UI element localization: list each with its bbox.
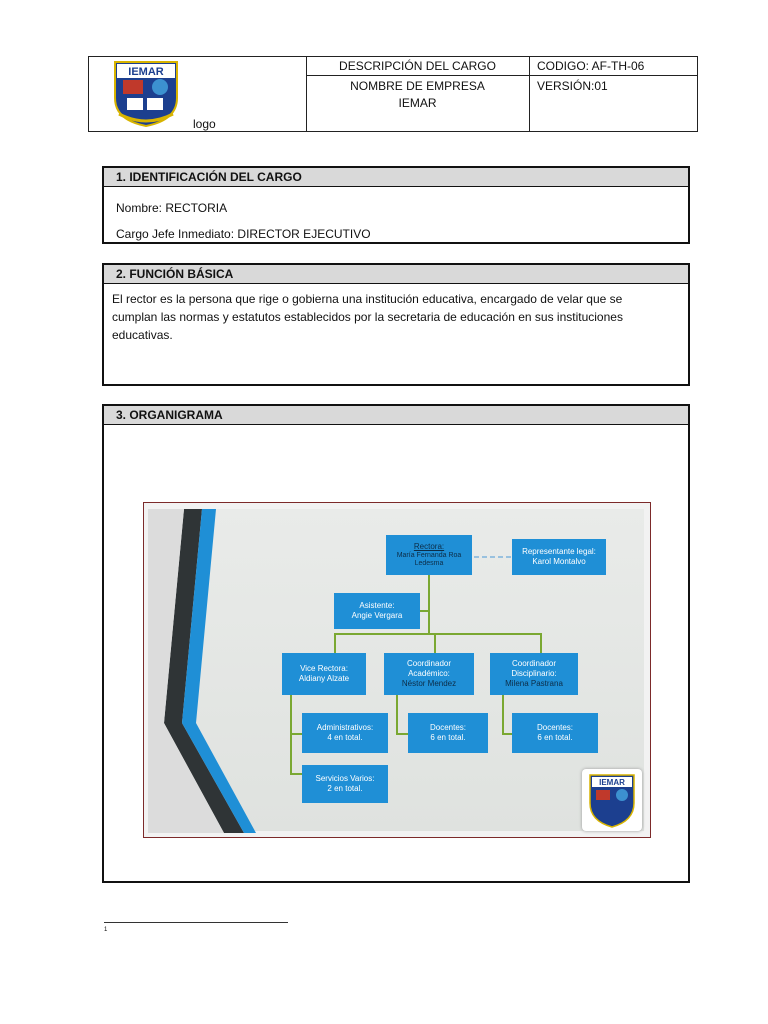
company-name: IEMAR [398, 96, 437, 110]
immediate-boss: Cargo Jefe Inmediato: DIRECTOR EJECUTIVO [116, 227, 371, 241]
dashed-link-icon [474, 555, 514, 559]
document-header-table [88, 56, 698, 132]
org-box-vice-rector: Vice Rectora: Aldiany Alzate [282, 653, 366, 695]
org-box-rector: Rectora: María Fernanda Roa Ledesma [386, 535, 472, 575]
org-box-academic-coordinator: Coordinador Académico: Néstor Mendez [384, 653, 474, 695]
section-heading: 2. FUNCIÓN BÁSICA [104, 265, 688, 284]
footnote-mark: 1 [104, 927, 108, 933]
org-box-services: Servicios Varios: 2 en total. [302, 765, 388, 803]
svg-text:IEMAR: IEMAR [599, 778, 625, 787]
org-box-legal-representative: Representante legal: Karol Montalvo [512, 539, 606, 575]
org-box-administrative: Administrativos: 4 en total. [302, 713, 388, 753]
logo-text: IEMAR [128, 66, 164, 78]
section-basic-function [102, 263, 690, 386]
section-heading: 3. ORGANIGRAMA [104, 406, 688, 425]
section-identification [102, 166, 690, 244]
org-box-teachers-discipline: Docentes: 6 en total. [512, 713, 598, 753]
org-box-assistant: Asistente: Angie Vergara [334, 593, 420, 629]
basic-function-text: El rector es la persona que rige o gobierna una institución educativa, encargado de velar que se cumplan las normas y estatutos establecidos por la secretaria de educación en sus instituciones educativas. [112, 292, 623, 342]
document-title: DESCRIPCIÓN DEL CARGO [339, 59, 496, 73]
code-cell [529, 57, 697, 131]
position-name: Nombre: RECTORIA [116, 201, 228, 215]
section-heading: 1. IDENTIFICACIÓN DEL CARGO [104, 168, 688, 187]
footnote-separator [104, 922, 288, 923]
logo-cell [89, 57, 307, 131]
org-box-discipline-coordinator: Coordinador Disciplinario: Milena Pastrana [490, 653, 578, 695]
company-label: NOMBRE DE EMPRESA [350, 79, 485, 93]
iemar-logo-icon [105, 58, 187, 128]
iemar-logo-small-icon [582, 769, 642, 831]
org-chart-logo [582, 769, 642, 831]
org-box-teachers-academic: Docentes: 6 en total. [408, 713, 488, 753]
logo-label: logo [193, 117, 216, 131]
document-version: VERSIÓN:01 [537, 79, 608, 93]
header-divider [306, 75, 697, 76]
org-chart-image [143, 502, 651, 838]
title-cell [306, 57, 530, 131]
document-code: CODIGO: AF-TH-06 [537, 59, 645, 73]
